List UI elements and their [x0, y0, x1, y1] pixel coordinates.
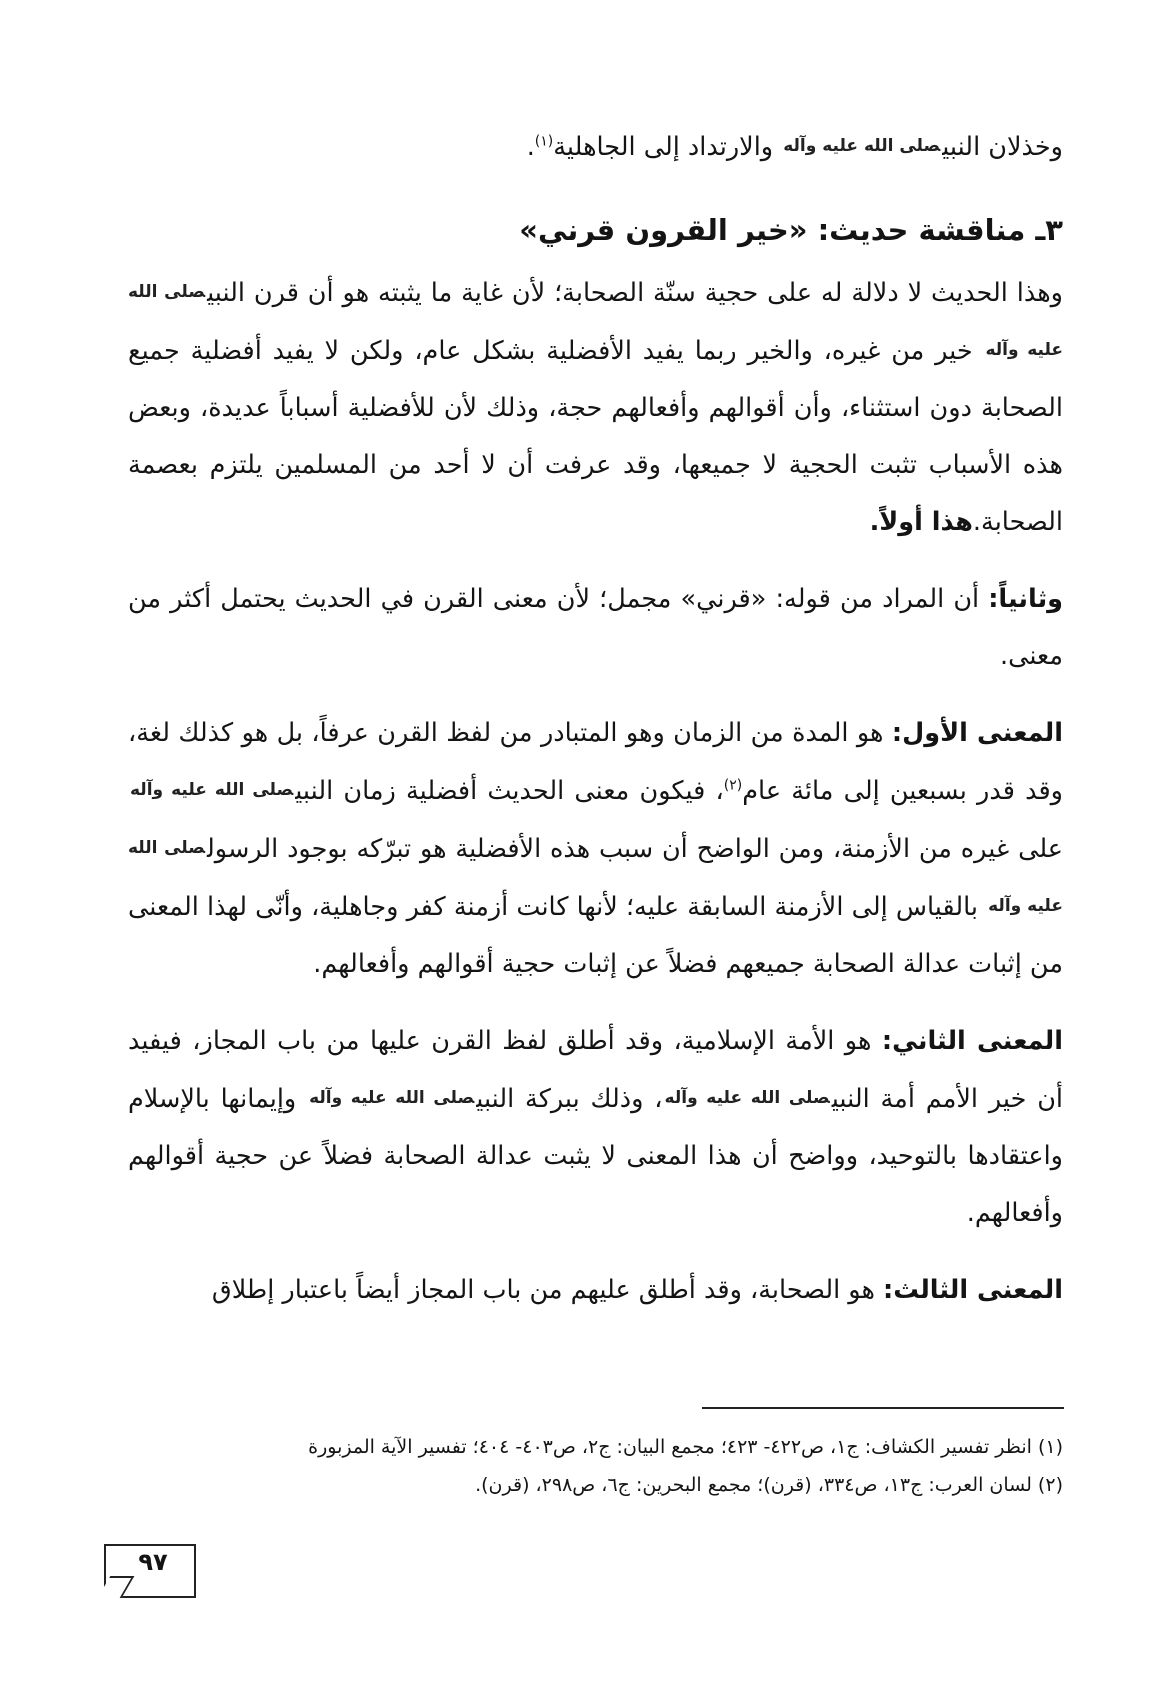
bold-span: المعنى الثالث:: [883, 1275, 1063, 1305]
salawat-glyph: صلى الله عليه وآله: [783, 136, 941, 156]
footnotes: [128, 1428, 1063, 1504]
text-span: هو الأمة الإسلامية، وقد أطلق لفظ القرن عليها من باب المجاز، فيفيد أن خير الأمم أمة النبي: [128, 1026, 1064, 1114]
body-text: [128, 118, 1063, 1339]
paragraph-5: [128, 1262, 1063, 1319]
footnote-2: (٢) لسان العرب: ج١٣، ص٣٣٤، (قرن)؛ مجمع البحرين: ج٦، ص٢٩٨، (قرن).: [475, 1474, 1063, 1496]
paragraph-2: [128, 571, 1063, 685]
section-heading: ٣ـ مناقشة حديث: «خير القرون قرني»: [519, 213, 1063, 247]
bold-span: هذا أولاً.: [869, 507, 973, 537]
footnote-divider: [702, 1407, 1064, 1409]
text-span: خير من غيره، والخير ربما يفيد الأفضلية بشكل عام، ولكن لا يفيد أفضلية جميع الصحابة دون استثناء، وأن أقوالهم وأفعالهم حجة، وذلك لأن للأفضلية أسباباً عديدة، وبعض هذه الأسباب تثبت الحجية لا جميعها، وقد عرفت أن لا أحد من المسلمين يلتزم بعصمة الصحابة.: [128, 336, 1063, 537]
text-span: على غيره من الأزمنة، ومن الواضح أن سبب هذه الأفضلية هو تبرّكه بوجود الرسول: [207, 834, 1063, 864]
text-span: أن المراد من قوله: «قرني» مجمل؛ لأن معنى القرن في الحديث يحتمل أكثر من معنى.: [128, 584, 1063, 671]
text-span: هو الصحابة، وقد أطلق عليهم من باب المجاز أيضاً باعتبار إطلاق: [211, 1275, 884, 1305]
salawat-glyph: صلى الله عليه وآله: [130, 780, 294, 800]
bold-span: وثانياً:: [988, 584, 1063, 614]
paragraph-4: [128, 1013, 1063, 1242]
text-span: وخذلان النبي: [942, 132, 1063, 162]
salawat-glyph: صلى الله عليه وآله: [128, 282, 1064, 360]
paragraph-1: [128, 264, 1063, 551]
text-span: .: [526, 132, 535, 162]
text-span: بالقياس إلى الأزمنة السابقة عليه؛ لأنها كانت أزمنة كفر وجاهلية، وأنّى لهذا المعنى من إثبات عدالة الصحابة جميعهم فضلاً عن إثبات حجية أقوالهم وأفعالهم.: [128, 892, 1063, 979]
text-span: وإيمانها بالإسلام واعتقادها بالتوحيد، وواضح أن هذا المعنى لا يثبت عدالة الصحابة فضلاً عن حجية أقوالهم وأفعالهم.: [128, 1084, 1063, 1228]
text-span: ، فيكون معنى الحديث أفضلية زمان النبي: [295, 776, 724, 806]
salawat-glyph: صلى الله عليه وآله: [309, 1088, 475, 1108]
footnote-1: (١) انظر تفسير الكشاف: ج١، ص٤٢٢- ٤٢٣؛ مجمع البيان: ج٢، ص٤٠٣- ٤٠٤؛ تفسير الآية المزبورة: [308, 1436, 1063, 1458]
salawat-glyph: صلى الله عليه وآله: [128, 838, 1063, 916]
text-span: هو المدة من الزمان وهو المتبادر من لفظ القرن عرفاً، بل هو كذلك لغة، وقد قدر بسبعين إلى مائة عام: [128, 718, 1063, 806]
page-number: ٩٧: [138, 1548, 168, 1576]
footnote-ref[interactable]: (١): [534, 133, 554, 150]
footnote-ref[interactable]: (٢): [723, 777, 743, 794]
salawat-glyph: صلى الله عليه وآله: [664, 1088, 830, 1108]
continuation-paragraph: [128, 118, 1063, 176]
text-span: والارتداد إلى الجاهلية: [553, 132, 782, 162]
text-span: ، وذلك ببركة النبي: [476, 1084, 663, 1114]
bold-span: المعنى الأول:: [891, 718, 1063, 748]
paragraph-3: [128, 705, 1063, 993]
text-span: وهذا الحديث لا دلالة له على حجية سنّة الصحابة؛ لأن غاية ما يثبته هو أن قرن النبي: [207, 278, 1063, 308]
bold-span: المعنى الثاني:: [881, 1026, 1063, 1056]
